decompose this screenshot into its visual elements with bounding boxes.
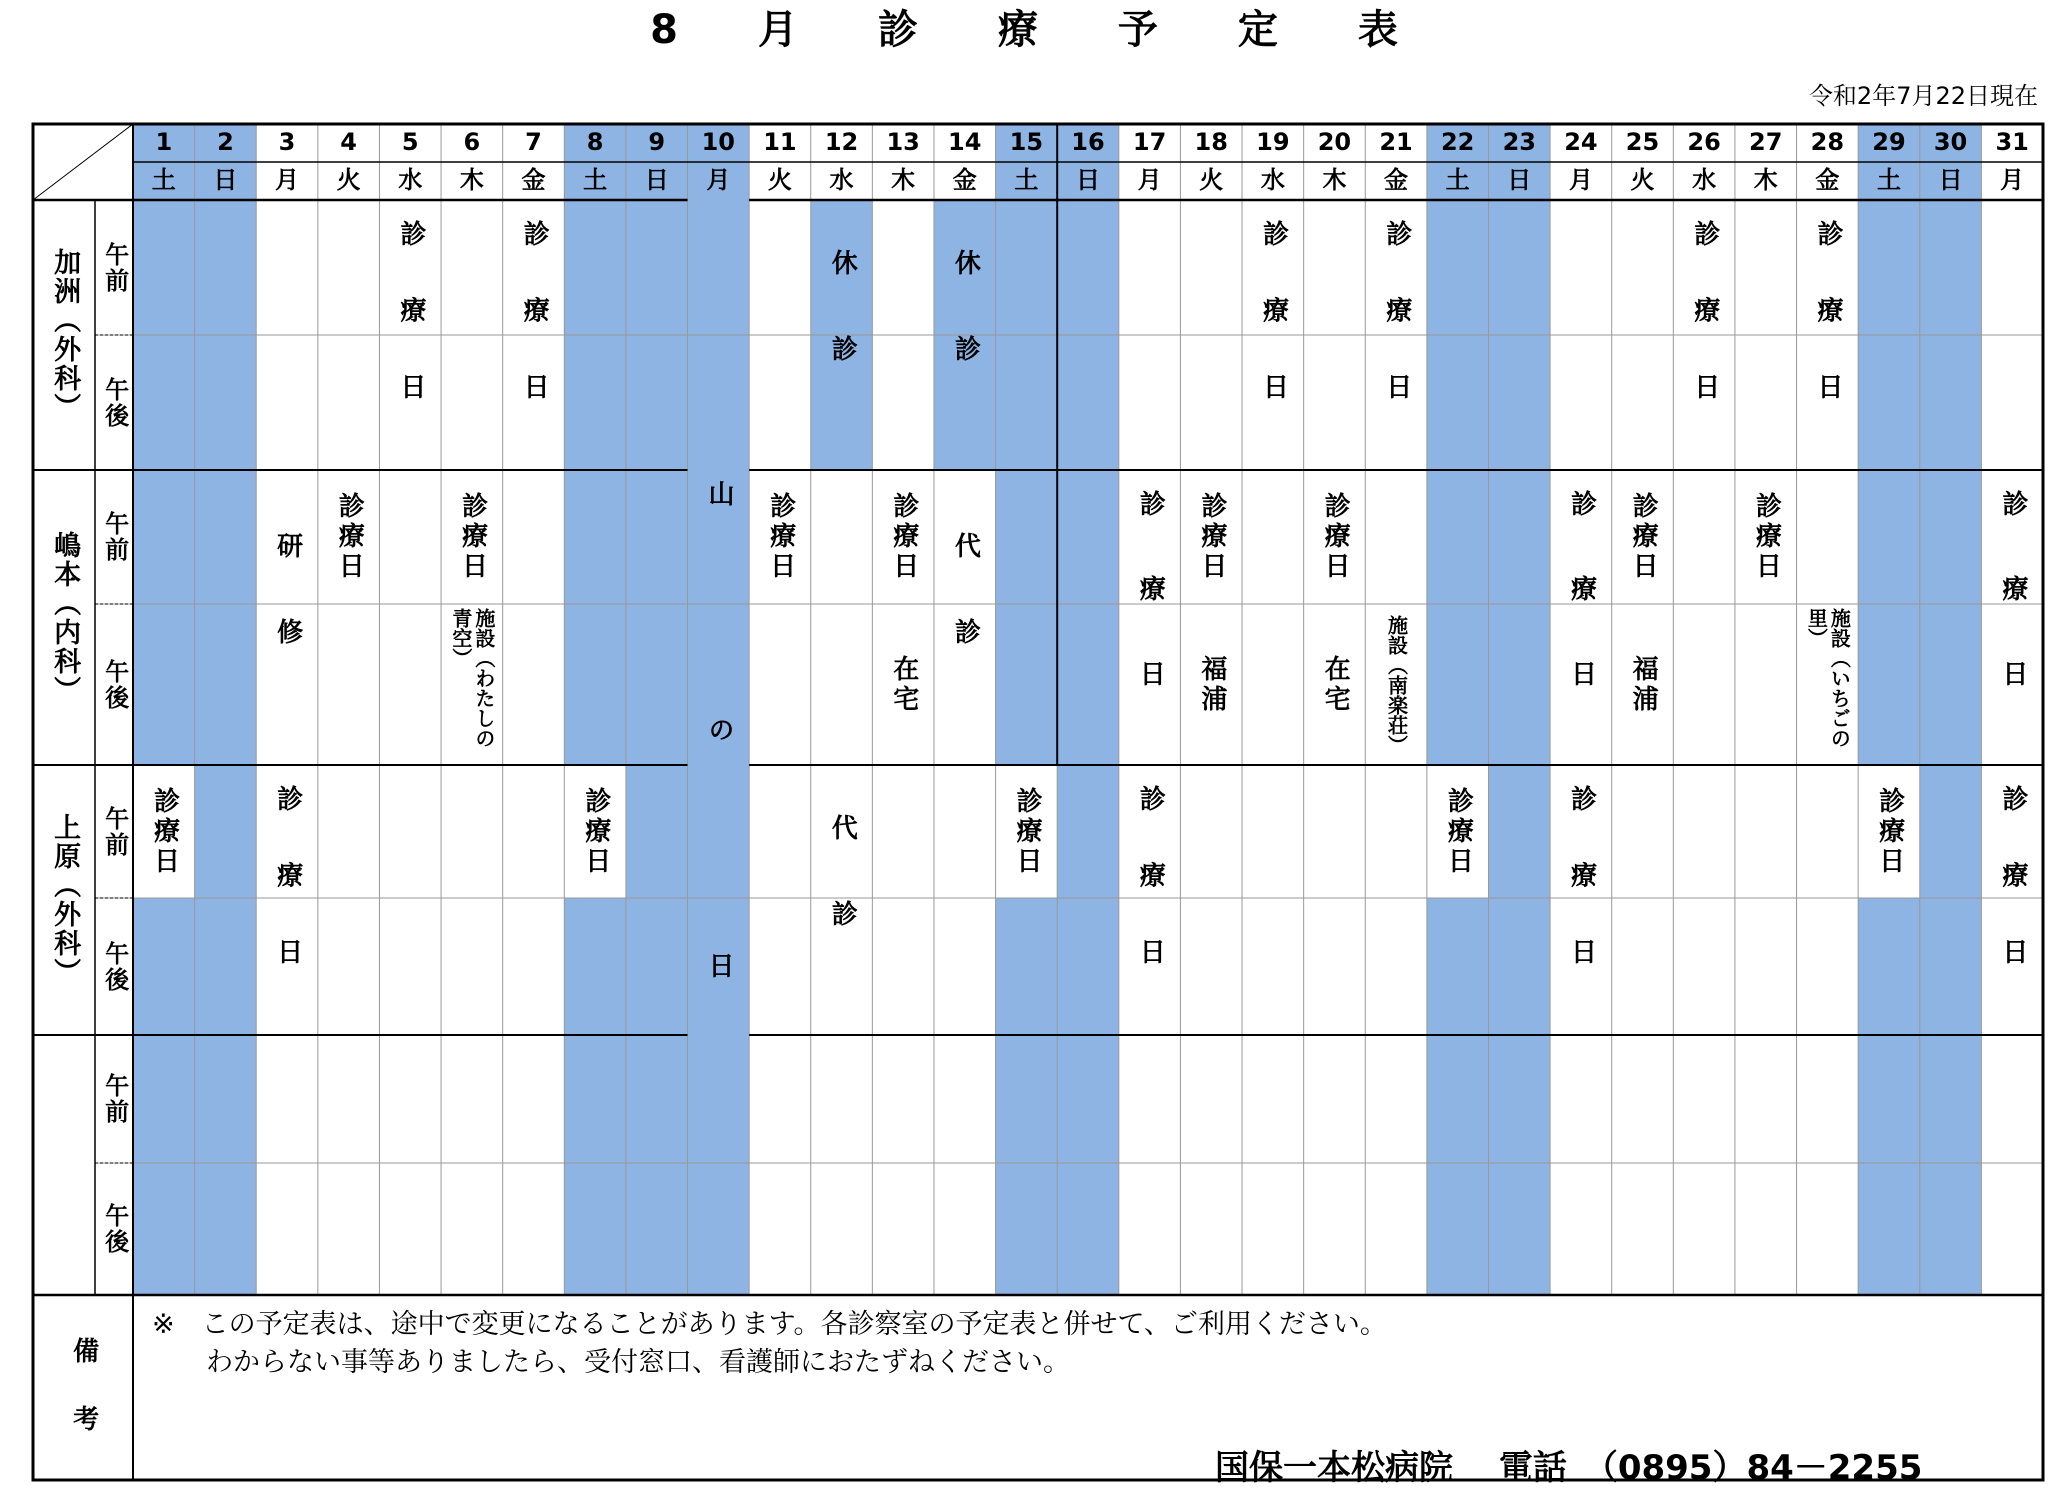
weekday: 土 — [1445, 166, 1470, 195]
weekday: 火 — [1199, 166, 1224, 195]
slot-label-am — [95, 470, 133, 604]
day-number: 8 — [586, 128, 604, 157]
schedule-entry-text: 診療日 — [1997, 490, 2028, 745]
as-of-date: 令和2年7月22日現在 — [1808, 82, 2038, 110]
schedule-entry — [133, 765, 195, 898]
schedule-entry-text: 在宅 — [1320, 654, 1351, 715]
schedule-entry — [1612, 470, 1674, 604]
day-number: 3 — [278, 128, 296, 157]
weekday: 水 — [1260, 166, 1285, 195]
doctor-name — [33, 765, 95, 1035]
schedule-entry-text: 診療日 — [1751, 492, 1782, 582]
schedule-entry — [1735, 470, 1797, 604]
schedule-entry-text: 診療日 — [1012, 786, 1043, 877]
slot-label-text: 午後 — [100, 376, 129, 429]
schedule-entry-text: 診療日 — [1997, 785, 2028, 1015]
holiday-column — [626, 124, 688, 1295]
slot-label-text: 午後 — [100, 1203, 129, 1255]
day-number: 2 — [217, 128, 234, 157]
weekday: 土 — [1014, 166, 1039, 195]
day-number: 31 — [1995, 128, 2029, 157]
schedule-entry-text: 診療日 — [1566, 490, 1597, 745]
weekday: 月 — [1137, 166, 1162, 195]
schedule-entry — [1365, 604, 1427, 765]
schedule-entry-text: 診療日 — [149, 786, 180, 877]
schedule-entry — [1797, 200, 1859, 470]
weekday: 火 — [336, 166, 361, 195]
day-number: 23 — [1502, 128, 1536, 157]
schedule-entry-text: 診療日 — [580, 786, 611, 877]
slot-label-am — [95, 765, 133, 898]
schedule-entry — [256, 765, 318, 1035]
schedule-entry-text: 研修 — [272, 531, 303, 704]
weekday: 日 — [1075, 166, 1100, 195]
schedule-entry — [1550, 765, 1612, 1035]
weekday: 火 — [1630, 166, 1655, 195]
weekday: 木 — [891, 166, 916, 195]
doctor-name — [33, 200, 95, 470]
holiday-column — [996, 124, 1058, 1295]
day-number: 20 — [1317, 128, 1352, 157]
schedule-entry-text: 診療日 — [1628, 492, 1659, 582]
weekday: 金 — [521, 166, 546, 195]
schedule-entry — [872, 470, 934, 604]
remarks-label — [33, 1295, 133, 1480]
weekday: 月 — [2000, 166, 2025, 195]
weekday: 水 — [829, 166, 854, 195]
schedule-entry — [1858, 765, 1920, 898]
schedule-entry — [811, 765, 873, 1035]
day-number: 26 — [1687, 128, 1721, 157]
weekday: 水 — [398, 166, 423, 195]
schedule-entry-text: 診療日 — [334, 492, 365, 582]
schedule-entry-text: 診療日 — [272, 785, 303, 1015]
mountain-day — [688, 470, 750, 1295]
weekday: 日 — [1507, 166, 1532, 195]
day-number: 5 — [401, 128, 419, 157]
day-number: 17 — [1132, 128, 1167, 157]
schedule-entry-text: 診療日 — [1689, 220, 1720, 450]
schedule-entry — [1119, 765, 1181, 1035]
schedule-entry-text: 診療日 — [1874, 786, 1905, 877]
holiday-column — [133, 124, 195, 1295]
schedule-entry — [1304, 604, 1366, 765]
schedule-entry — [1612, 604, 1674, 765]
schedule-entry-text: 診療日 — [457, 492, 488, 582]
day-number: 7 — [525, 128, 542, 157]
holiday-column — [1488, 124, 1550, 1295]
schedule-entry — [934, 200, 996, 470]
day-number: 25 — [1625, 128, 1660, 157]
schedule-entry — [1981, 470, 2043, 765]
holiday-column — [195, 124, 257, 1295]
schedule-entry-text: 診療日 — [888, 492, 919, 582]
weekday: 日 — [644, 166, 669, 195]
weekday: 日 — [1938, 166, 1963, 195]
day-number: 21 — [1379, 128, 1413, 157]
schedule-entry-text: 代診 — [950, 531, 981, 704]
schedule-entry — [256, 470, 318, 765]
day-number: 18 — [1194, 128, 1228, 157]
schedule-entry — [872, 604, 934, 765]
schedule-entry — [379, 200, 441, 470]
schedule-entry — [934, 470, 996, 765]
day-number: 6 — [463, 128, 481, 157]
schedule-entry-text: 診療日 — [1813, 220, 1843, 450]
doctor-name-text: 加洲（外科） — [49, 248, 81, 422]
day-number: 1 — [155, 128, 173, 157]
remarks-line-2: わからない事等ありましたら、受付窓口、看護師におたずねください。 — [152, 1347, 1070, 1378]
holiday-column — [1427, 124, 1489, 1295]
slot-label-am — [95, 200, 133, 335]
schedule-entry-text: 診療日 — [765, 492, 796, 582]
schedule-entry-text: 診療日 — [1566, 785, 1597, 1015]
weekday: 木 — [459, 166, 484, 195]
schedule-entry-text: 施設（わたしの青空） — [448, 608, 496, 748]
schedule-entry — [811, 200, 873, 470]
day-number: 12 — [824, 128, 859, 157]
schedule-entry-text: 休診 — [950, 249, 981, 421]
slot-label-text: 午後 — [100, 658, 129, 711]
day-number: 16 — [1071, 128, 1105, 157]
schedule-entry — [1242, 200, 1304, 470]
schedule-entry — [1304, 470, 1366, 604]
weekday: 金 — [952, 166, 977, 195]
day-number: 28 — [1810, 128, 1845, 157]
slot-label-text: 午前 — [100, 805, 129, 858]
doctor-name — [33, 1035, 95, 1295]
hospital-contact: 国保一本松病院 電話 （0895）84－2255 — [1215, 1448, 1923, 1488]
weekday: 火 — [767, 166, 792, 195]
schedule-entry — [441, 604, 503, 765]
day-number: 29 — [1872, 128, 1906, 157]
schedule-entry — [996, 765, 1058, 898]
day-number: 11 — [763, 128, 797, 157]
schedule-entry — [1797, 604, 1859, 765]
schedule-entry — [318, 470, 380, 604]
slot-label-pm — [95, 898, 133, 1035]
schedule-entry — [1180, 604, 1242, 765]
schedule-entry-text: 診療日 — [519, 220, 550, 450]
weekday: 月 — [275, 166, 300, 195]
schedule-entry-text: 在宅 — [888, 654, 919, 715]
holiday-column — [1920, 124, 1982, 1295]
slot-label-text: 午前 — [100, 511, 129, 563]
slot-label-pm — [95, 335, 133, 470]
day-number: 10 — [701, 128, 736, 157]
weekday: 土 — [151, 166, 176, 195]
day-number: 22 — [1440, 128, 1475, 157]
day-number: 24 — [1564, 128, 1598, 157]
day-number: 4 — [340, 128, 357, 157]
schedule-entry — [564, 765, 626, 898]
weekday: 月 — [706, 166, 731, 195]
schedule-entry-text: 診療日 — [1320, 492, 1351, 582]
slot-label-text: 午後 — [100, 940, 129, 993]
schedule-entry-text: 福浦 — [1628, 654, 1659, 715]
mountain-day-text: 山の日 — [703, 480, 734, 1188]
weekday: 土 — [583, 166, 608, 195]
weekday: 土 — [1876, 166, 1901, 195]
holiday-column — [1858, 124, 1920, 1295]
schedule-entry-text: 診療日 — [1381, 220, 1412, 450]
weekday: 金 — [1815, 166, 1840, 195]
schedule-entry-text: 休診 — [827, 249, 858, 421]
holiday-column — [564, 124, 626, 1295]
schedule-entry-text: 診療日 — [395, 220, 426, 450]
slot-label-am — [95, 1035, 133, 1163]
slot-label-pm — [95, 1163, 133, 1295]
schedule-entry — [1180, 470, 1242, 604]
day-number: 27 — [1749, 128, 1783, 157]
remarks-line-1: ※ この予定表は、途中で変更になることがあります。各診察室の予定表と併せて、ご利用ください。 — [152, 1309, 1387, 1340]
schedule-entry-text: 診療日 — [1196, 492, 1227, 582]
schedule-entry — [1427, 765, 1489, 898]
day-number: 14 — [948, 128, 982, 157]
schedule-entry — [1365, 200, 1427, 470]
doctor-name-text: 嶋本（内科） — [49, 530, 81, 705]
day-number: 9 — [648, 128, 666, 157]
slot-label-text: 午前 — [100, 1073, 129, 1125]
weekday: 金 — [1384, 166, 1409, 195]
header-diagonal — [33, 124, 133, 200]
weekday: 木 — [1322, 166, 1347, 195]
schedule-entry — [1550, 470, 1612, 765]
day-number: 19 — [1256, 128, 1290, 157]
schedule-entry — [749, 470, 811, 604]
day-number: 13 — [886, 128, 920, 157]
schedule-entry-text: 代診 — [827, 814, 858, 986]
schedule-entry — [1981, 765, 2043, 1035]
slot-label-pm — [95, 604, 133, 765]
schedule-entry-text: 福浦 — [1196, 654, 1227, 715]
slot-label-text: 午前 — [100, 241, 129, 294]
schedule-entry — [1673, 200, 1735, 470]
doctor-name-text: 上原（外科） — [49, 813, 81, 987]
schedule-entry-text: 診療日 — [1135, 490, 1166, 745]
schedule-entry-text: 診療日 — [1258, 220, 1289, 450]
schedule-entry-text: 診療日 — [1135, 785, 1166, 1015]
holiday-column — [1057, 124, 1119, 1295]
day-number: 15 — [1009, 128, 1044, 157]
schedule-entry — [441, 470, 503, 604]
weekday: 水 — [1692, 166, 1717, 195]
schedule-entry-text: 診療日 — [1443, 786, 1474, 877]
doctor-name — [33, 470, 95, 765]
schedule-entry-text: 施設（いちごの里） — [1804, 608, 1852, 748]
weekday: 日 — [213, 166, 238, 195]
schedule-entry-text: 施設（南楽荘） — [1384, 614, 1409, 755]
day-number: 30 — [1933, 128, 1968, 157]
page-title: 8 月 診 療 予 定 表 — [650, 7, 1398, 53]
weekday: 木 — [1753, 166, 1778, 195]
weekday: 月 — [1568, 166, 1593, 195]
schedule-entry — [1119, 470, 1181, 765]
schedule-entry — [503, 200, 565, 470]
remarks-label-text: 備 考 — [68, 1336, 99, 1439]
